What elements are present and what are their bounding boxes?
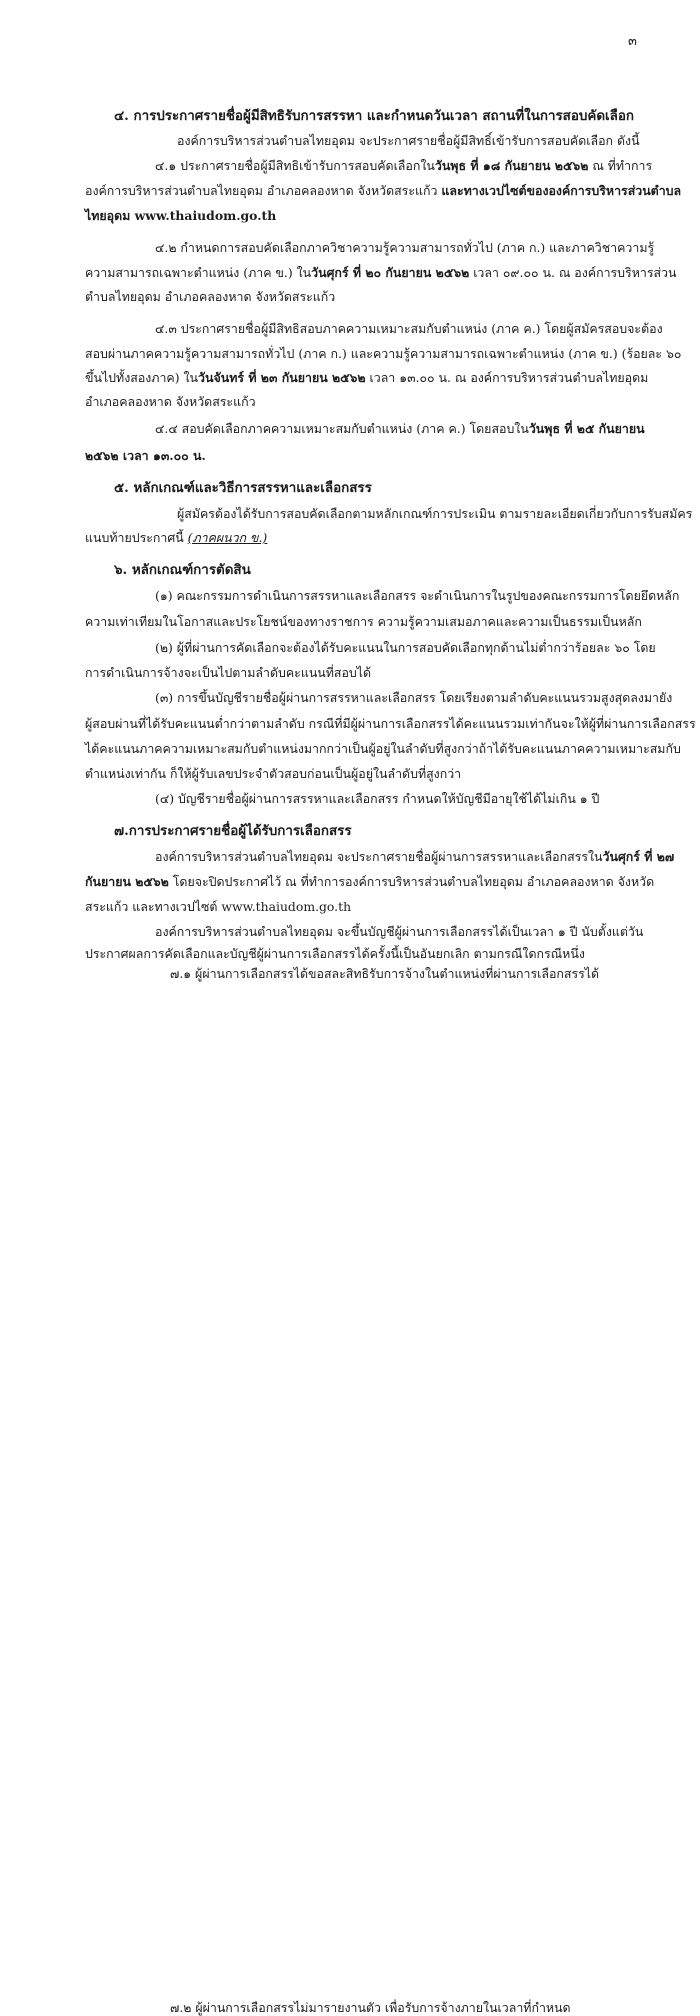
item-7-2: ๗.๒ ผู้ผ่านการเลือกสรรไม่มารายงานตัว เพื่อรับการจ้างภายในเวลาที่กำหนด [170,2000,571,2015]
item-6-4: (๔) บัญชีรายชื่อผู้ผ่านการสรรหาและเลือกสรร กำหนดให้บัญชีมีอายุใช้ได้ไม่เกิน ๑ ปี [155,791,600,806]
item-4-2-line-3: ตำบลไทยอุดม อำเภอคลองหาด จังหวัดสระแก้ว [85,289,336,304]
section-4-intro: องค์การบริหารส่วนตำบลไทยอุดม จะประกาศรายชื่อผู้มีสิทธิ์เข้ารับการสอบคัดเลือก ดังนี้ [177,133,640,148]
section-7-p1-line-3: สระแก้ว และทางเวปไซต์ www.thaiudom.go.th [85,899,352,914]
item-6-3-line-2: ผู้สอบผ่านที่ได้รับคะแนนต่ำกว่าตามลำดับ กรณีที่มีผู้ผ่านการเลือกสรรได้คะแนนรวมเท่ากันจะให้ผู้ที่ผ่านการเลือกสรร [85,716,696,731]
section-7-p1-line-1: องค์การบริหารส่วนตำบลไทยอุดม จะประกาศรายชื่อผู้ผ่านการสรรหาและเลือกสรรในวันศุกร์ ที่ ๒๗ [155,849,675,864]
section-7-p2-line-1: องค์การบริหารส่วนตำบลไทยอุดม จะขึ้นบัญชีผู้ผ่านการเลือกสรรได้เป็นเวลา ๑ ปี นับตั้งแต่วัน [155,924,644,939]
item-6-2-line-2: การดำเนินการจ้างจะเป็นไปตามลำดับคะแนนที่สอบได้ [85,665,372,680]
item-6-1-line-2: ความเท่าเทียมในโอกาสและประโยชน์ของทางราชการ ความรู้ความเสมอภาคและความเป็นธรรมเป็นหลัก [85,614,642,629]
section-7-heading: ๗.การประกาศรายชื่อผู้ได้รับการเลือกสรร [114,823,352,839]
appendix-b-reference: (ภาคผนวก ข.) [187,530,268,545]
section-5-heading: ๕. หลักเกณฑ์และวิธีการสรรหาและเลือกสรร [114,480,372,496]
item-4-2-line-2: ความสามารถเฉพาะตำแหน่ง (ภาค ข.) ในวันศุกร์ ที่ ๒๐ กันยายน ๒๕๖๒ เวลา ๐๙.๐๐ น. ณ องค์การบริหารส่วน [85,265,677,280]
item-4-3-line-1: ๔.๓ ประกาศรายชื่อผู้มีสิทธิสอบภาคความเหมาะสมกับตำแหน่ง (ภาค ค.) โดยผู้สมัครสอบจะต้อง [155,321,663,336]
item-4-3-line-3: ขึ้นไปทั้งสองภาค) ในวันจันทร์ ที่ ๒๓ กันยายน ๒๕๖๒ เวลา ๑๓.๐๐ น. ณ องค์การบริหารส่วนตำบลไทยอุดม [85,370,649,385]
section-5-line-1: ผู้สมัครต้องได้รับการสอบคัดเลือกตามหลักเกณฑ์การประเมิน ตามรายละเอียดเกี่ยวกับการรับสมัคร [177,506,693,521]
section-7-p2-line-2: ประกาศผลการคัดเลือกและบัญชีผู้ผ่านการเลือกสรรได้ครั้งนี้เป็นอันยกเลิก ตามกรณีใดกรณีหนึ่ง [85,946,585,961]
item-6-3-line-3: ได้คะแนนภาคความเหมาะสมกับตำแหน่งมากกว่าเป็นผู้อยู่ในลำดับที่สูงกว่าถ้าได้รับคะแนนภาคความเหมาะสมกับ [85,741,681,756]
section-4-heading: ๔. การประกาศรายชื่อผู้มีสิทธิรับการสรรหา และกำหนดวันเวลา สถานที่ในการสอบคัดเลือก [114,108,634,124]
item-4-3-line-2: สอบผ่านภาคความรู้ความสามารถทั่วไป (ภาค ก.) และความรู้ความสามารถเฉพาะตำแหน่ง (ภาค ข.) (ร้อยละ ๖๐ [85,346,682,361]
item-6-3-line-4: ตำแหน่งเท่ากัน ก็ให้ผู้รับเลขประจำตัวสอบก่อนเป็นผู้อยู่ในลำดับที่สูงกว่า [85,766,462,781]
item-6-3-line-1: (๓) การขึ้นบัญชีรายชื่อผู้ผ่านการสรรหาและเลือกสรร โดยเรียงตามลำดับคะแนนรวมสูงสุดลงมายัง [155,690,673,705]
item-6-2-line-1: (๒) ผู้ที่ผ่านการคัดเลือกจะต้องได้รับคะแนนในการสอบคัดเลือกทุกด้านไม่ต่ำกว่าร้อยละ ๖๐ โดย [155,640,656,655]
item-4-4-line-1: ๔.๔ สอบคัดเลือกภาคความเหมาะสมกับตำแหน่ง (ภาค ค.) โดยสอบในวันพุธ ที่ ๒๕ กันยายน [155,421,645,436]
section-7-p1-line-2: กันยายน ๒๕๖๒ โดยจะปิดประกาศไว้ ณ ที่ทำการองค์การบริหารส่วนตำบลไทยอุดม อำเภอคลองหาด จังหวัด [85,874,655,889]
item-4-3-line-4: อำเภอคลองหาด จังหวัดสระแก้ว [85,394,256,409]
section-5-line-2: แนบท้ายประกาศนี้ (ภาคผนวก ข.) [85,530,268,545]
page-number: ๓ [628,34,637,49]
item-7-1: ๗.๑ ผู้ผ่านการเลือกสรรได้ขอสละสิทธิรับการจ้างในตำแหน่งที่ผ่านการเลือกสรรได้ [170,966,600,981]
document-page [0,0,700,990]
item-4-1-line-3: ไทยอุดม www.thaiudom.go.th [85,208,277,223]
item-6-1-line-1: (๑) คณะกรรมการดำเนินการสรรหาและเลือกสรร จะดำเนินการในรูปของคณะกรรมการโดยยึดหลัก [155,588,680,603]
item-4-4-line-2: ๒๕๖๒ เวลา ๑๓.๐๐ น. [85,448,206,463]
item-4-1-line-2: องค์การบริหารส่วนตำบลไทยอุดม อำเภอคลองหาด จังหวัดสระแก้ว และทางเวปไซต์ขององค์การบริหารส่วนตำบล [85,183,682,198]
item-4-1-line-1: ๔.๑ ประกาศรายชื่อผู้มีสิทธิเข้ารับการสอบคัดเลือกในวันพุธ ที่ ๑๘ กันยายน ๒๕๖๒ ณ ที่ทำการ [155,158,653,173]
item-4-2-line-1: ๔.๒ กำหนดการสอบคัดเลือกภาควิชาความรู้ความสามารถทั่วไป (ภาค ก.) และภาควิชาความรู้ [155,240,655,255]
section-6-heading: ๖. หลักเกณฑ์การตัดสิน [114,562,251,578]
